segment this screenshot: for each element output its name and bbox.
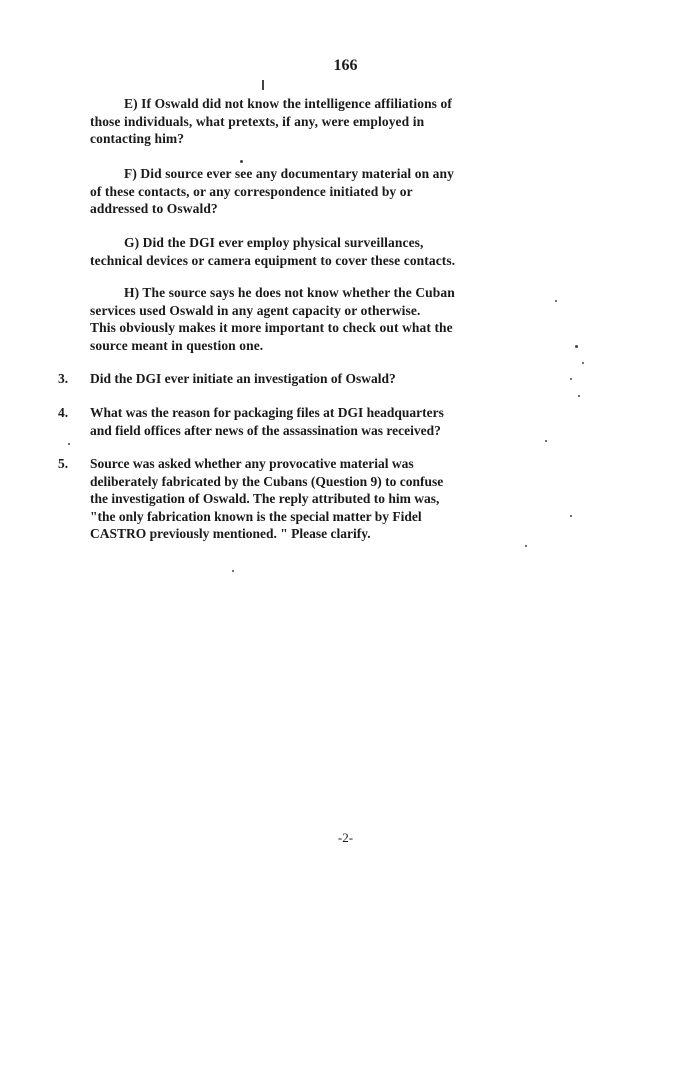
scan-speck xyxy=(575,345,578,348)
scan-speck xyxy=(570,378,572,380)
scan-speck xyxy=(262,80,264,90)
question-e-line: contacting him? xyxy=(90,131,185,146)
scan-speck xyxy=(232,570,234,572)
question-h xyxy=(90,284,455,354)
scan-speck xyxy=(555,300,557,302)
question-f xyxy=(90,165,454,218)
item-4 xyxy=(58,404,618,439)
question-e-line: E) If Oswald did not know the intelligence affiliations of xyxy=(124,96,452,111)
scan-speck xyxy=(240,160,243,163)
item-5 xyxy=(58,455,618,543)
scan-speck xyxy=(570,515,572,517)
item-line: What was the reason for packaging files at DGI headquarters xyxy=(90,405,444,420)
question-f-line: addressed to Oswald? xyxy=(90,201,218,216)
question-g-line: G) Did the DGI ever employ physical surveillances, xyxy=(124,235,424,250)
item-3 xyxy=(58,370,618,388)
question-g-line: technical devices or camera equipment to cover these contacts. xyxy=(90,252,456,268)
item-line: deliberately fabricated by the Cubans (Question 9) to confuse xyxy=(90,473,444,489)
question-g xyxy=(90,234,455,269)
scan-speck xyxy=(68,443,70,445)
question-h-line: H) The source says he does not know whether the Cuban xyxy=(124,285,455,300)
question-e-line: those individuals, what pretexts, if any, were employed in xyxy=(90,113,425,129)
question-f-line: of these contacts, or any correspondence initiated by or xyxy=(90,183,413,199)
item-label: 5. xyxy=(58,456,69,471)
item-line: and field offices after news of the assassination was received? xyxy=(90,422,441,438)
question-h-line: source meant in question one. xyxy=(90,337,264,353)
item-label: 3. xyxy=(58,371,69,386)
page-number: 166 xyxy=(333,57,358,74)
scan-speck xyxy=(525,545,527,547)
question-f-line: F) Did source ever see any documentary material on any xyxy=(124,166,454,181)
scan-speck xyxy=(578,395,580,397)
item-line: "the only fabrication known is the special matter by Fidel xyxy=(90,508,422,524)
item-line: Source was asked whether any provocative material was xyxy=(90,456,414,471)
scan-speck xyxy=(545,440,547,442)
question-h-line: services used Oswald in any agent capacity or otherwise. xyxy=(90,302,421,318)
question-e xyxy=(90,95,452,148)
item-line: the investigation of Oswald. The reply attributed to him was, xyxy=(90,491,440,506)
item-line: CASTRO previously mentioned. " Please clarify. xyxy=(90,526,371,541)
question-h-line: This obviously makes it more important to check out what the xyxy=(90,320,453,335)
item-label: 4. xyxy=(58,405,69,420)
scan-speck xyxy=(582,362,584,364)
item-line: Did the DGI ever initiate an investigation of Oswald? xyxy=(90,371,396,386)
page-footer: -2- xyxy=(337,830,354,845)
